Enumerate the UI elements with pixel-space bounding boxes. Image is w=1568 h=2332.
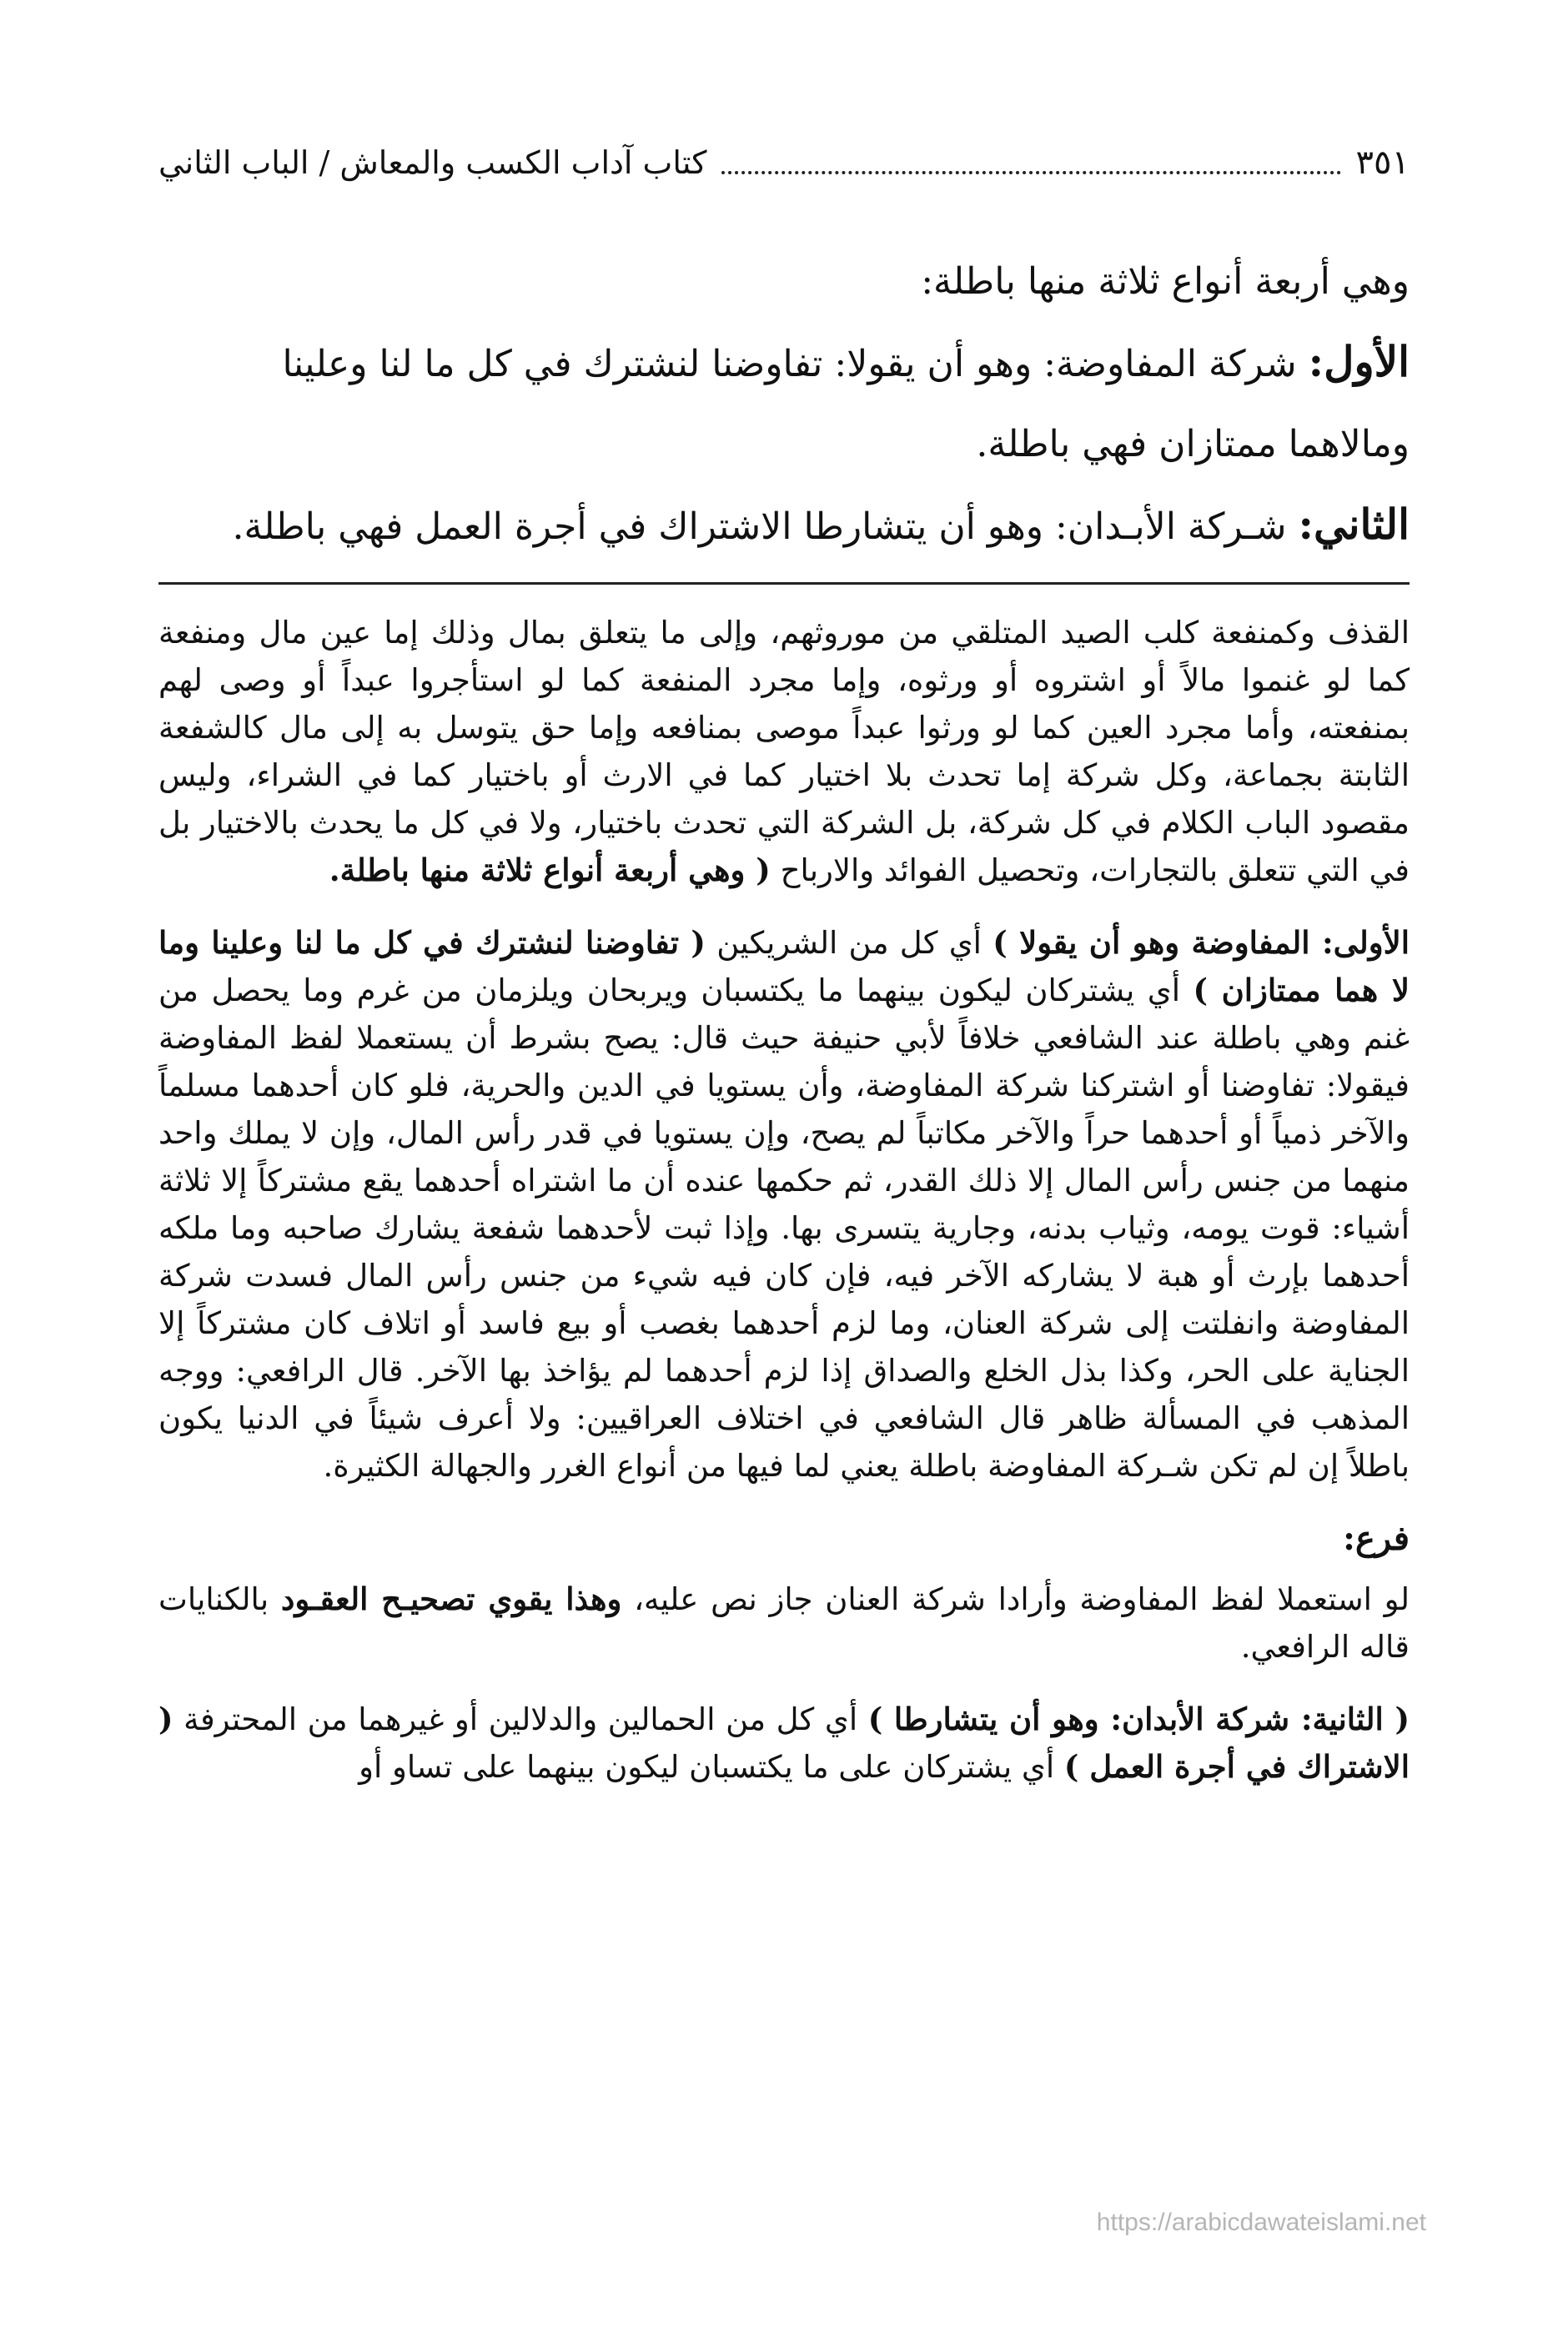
p3-text-1: لو استعملا لفظ المفاوضة وأرادا شركة العنان جاز نص عليه،: [634, 1581, 1410, 1617]
page-number: ٣٥١: [1355, 143, 1410, 182]
p1-text: القذف وكمنفعة كلب الصيد المتلقي من موروثهم، وإلى ما يتعلق بمال وذلك إما عين مال ومنفعة كما لو غنموا مالاً أو اشتروه أو ورثوه، وإما مجرد المنفعة كما لو استأجروا عبداً أو وصى لهم بمنفعته، وأما مجرد العين كما لو ورثوا عبداً موصى بمنافعه وإما حق يتوسل به إلى مال كالشفعة الثابتة بجماعة، وكل شركة إما تحدث بلا اختيار كما في الارث أو باختيار كما في الشراء، وليس مقصود الباب الكلام في كل شركة، بل الشركة التي تحدث باختيار، ولا في كل ما يحدث بالاختيار بل في التي تتعلق بالتجارات، وتحصيل الفوائد والارباح: [158, 615, 1410, 888]
main-item-second: [158, 485, 1410, 567]
main-text: [158, 242, 1410, 567]
branch-heading: فرع:: [1343, 1519, 1410, 1558]
commentary-paragraph-2: [158, 919, 1410, 1490]
main-item-first: [158, 322, 1410, 485]
first-text: شركة المفاوضة: وهو أن يقولا: تفاوضنا لنشترك في كل ما لنا وعلينا ومالاهما ممتازان فهي باطلة.: [282, 343, 1410, 465]
p2-text-1: أي كل من الشريكين: [716, 925, 982, 961]
p3-bold-1: وهذا يقوي تصحيـح العقـود: [280, 1581, 622, 1617]
second-text: شـركة الأبـدان: وهو أن يتشارطا الاشتراك في أجرة العمل فهي باطلة.: [232, 505, 1287, 548]
second-label: الثاني:: [1298, 500, 1410, 549]
first-label: الأول:: [1308, 337, 1410, 386]
chapter-title: كتاب آداب الكسب والمعاش / الباب الثاني: [158, 144, 707, 181]
watermark-url: https://arabicdawateislami.net: [1096, 2209, 1426, 2236]
commentary-paragraph-1: [158, 609, 1410, 894]
p2-bold-1: الأولى: المفاوضة وهو أن يقولا ): [993, 924, 1410, 961]
p4-text-2: أي يشتركان على ما يكتسبان ليكون بينهما على تساو أو: [359, 1749, 1055, 1785]
main-intro: وهي أربعة أنواع ثلاثة منها باطلة:: [921, 260, 1410, 303]
p4-bold-2: ( الاشتراك في أجرة العمل ): [158, 1701, 1410, 1785]
p2-text-2: أي يشتركان ليكون بينهما ما يكتسبان ويربحان ويلزمان من غرم وما يحصل من غنم وهي باطلة عند الشافعي خلافاً لأبي حنيفة حيث قال: يصح بشرط أن يستعملا لفظ المفاوضة فيقولا: تفاوضنا أو اشتركنا شركة المفاوضة، وأن يستويا في الدين والحرية، فلو كان أحدهما مسلماً والآخر ذمياً أو أحدهما حراً والآخر مكاتباً لم يصح، وإن يستويا في قدر رأس المال، وإن لا يملك واحد منهما من جنس رأس المال إلا ذلك القدر، ثم حكمها عنده أن ما اشتراه أحدهما يقع مشتركاً إلا ثلاثة أشياء: قوت يومه، وثياب بدنه، وجارية يتسرى بها. وإذا ثبت لأحدهما شفعة يشارك صاحبه وما ملكه أحدهما بإرث أو هبة لا يشاركه الآخر فيه، فإن كان فيه شيء من جنس رأس المال فسدت شركة المفاوضة وانفلتت إلى شركة العنان، وما لزم أحدهما بغصب أو بيع فاسد أو اتلاف كان مشتركاً إلا الجناية على الحر، وكذا بذل الخلع والصداق إذا لزم أحدهما لم يؤاخذ بها الآخر. قال الرافعي: ووجه المذهب في المسألة ظاهر قال الشافعي في اختلاف العراقيين: ولا أعرف شيئاً في الدنيا يكون باطلاً إن لم تكن شـركة المفاوضة باطلة يعني لما فيها من أنواع الغرر والجهالة الكثيرة.: [158, 973, 1410, 1484]
leader-dots: [721, 171, 1340, 174]
commentary-paragraph-3: [158, 1576, 1410, 1671]
p4-text-1: أي كل من الحمالين والدلالين أو غيرهما من المحترفة: [183, 1701, 858, 1737]
commentary: [158, 609, 1410, 1816]
p1-bold: ( وهي أربعة أنواع ثلاثة منها باطلة.: [329, 852, 771, 888]
p4-bold-1: ( الثانية: شركة الأبدان: وهو أن يتشارطا ): [867, 1701, 1410, 1737]
section-divider: [158, 582, 1410, 585]
running-header: [158, 133, 1410, 192]
p2-bold-2: ( تفاوضنا لنشترك في كل ما لنا وعلينا وما لا هما ممتازان ): [158, 924, 1410, 1008]
commentary-paragraph-4: [158, 1696, 1410, 1791]
p3-text-2: بالكنايات قاله الرافعي.: [158, 1581, 1410, 1665]
